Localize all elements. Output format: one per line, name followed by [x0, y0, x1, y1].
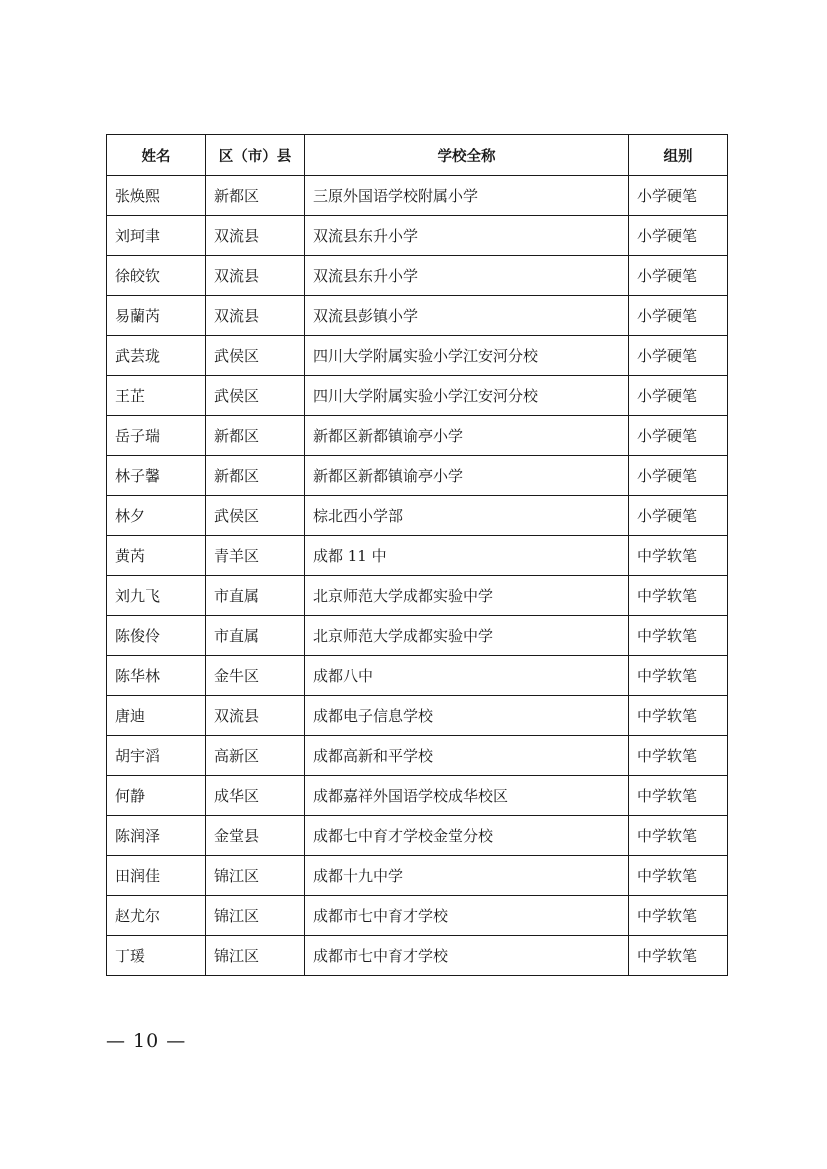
cell-name: 陈润泽 — [107, 816, 206, 856]
cell-group: 中学软笔 — [629, 856, 728, 896]
cell-school: 成都高新和平学校 — [305, 736, 629, 776]
cell-district: 锦江区 — [206, 856, 305, 896]
cell-school: 成都市七中育才学校 — [305, 936, 629, 976]
table-row — [107, 216, 728, 256]
table-row — [107, 776, 728, 816]
table-row — [107, 696, 728, 736]
cell-name: 徐皎钦 — [107, 256, 206, 296]
cell-school: 双流县东升小学 — [305, 256, 629, 296]
table-row — [107, 576, 728, 616]
cell-school: 成都嘉祥外国语学校成华校区 — [305, 776, 629, 816]
cell-school: 四川大学附属实验小学江安河分校 — [305, 376, 629, 416]
winners-table — [106, 134, 728, 976]
header-district: 区（市）县 — [206, 135, 305, 176]
table-row — [107, 616, 728, 656]
cell-name: 赵尤尔 — [107, 896, 206, 936]
header-group: 组别 — [629, 135, 728, 176]
cell-school: 北京师范大学成都实验中学 — [305, 576, 629, 616]
table-row — [107, 296, 728, 336]
cell-district: 双流县 — [206, 696, 305, 736]
page-number: — 10 — — [106, 1030, 187, 1052]
cell-group: 小学硬笔 — [629, 216, 728, 256]
cell-name: 丁瑗 — [107, 936, 206, 976]
cell-group: 小学硬笔 — [629, 176, 728, 216]
cell-name: 王芷 — [107, 376, 206, 416]
cell-group: 中学软笔 — [629, 776, 728, 816]
table-row — [107, 416, 728, 456]
table-row — [107, 896, 728, 936]
cell-group: 小学硬笔 — [629, 376, 728, 416]
cell-district: 青羊区 — [206, 536, 305, 576]
cell-name: 何静 — [107, 776, 206, 816]
cell-name: 唐迪 — [107, 696, 206, 736]
cell-school: 双流县彭镇小学 — [305, 296, 629, 336]
cell-name: 易蘭芮 — [107, 296, 206, 336]
cell-district: 双流县 — [206, 296, 305, 336]
header-name: 姓名 — [107, 135, 206, 176]
cell-group: 中学软笔 — [629, 696, 728, 736]
cell-school: 四川大学附属实验小学江安河分校 — [305, 336, 629, 376]
cell-school: 双流县东升小学 — [305, 216, 629, 256]
cell-name: 胡宇滔 — [107, 736, 206, 776]
cell-group: 小学硬笔 — [629, 256, 728, 296]
table-row — [107, 936, 728, 976]
cell-group: 小学硬笔 — [629, 456, 728, 496]
table-row — [107, 536, 728, 576]
cell-group: 中学软笔 — [629, 816, 728, 856]
table-row — [107, 456, 728, 496]
table-row — [107, 856, 728, 896]
cell-group: 中学软笔 — [629, 616, 728, 656]
cell-school: 新都区新都镇谕亭小学 — [305, 456, 629, 496]
table-row — [107, 496, 728, 536]
table-row — [107, 816, 728, 856]
cell-name: 岳子瑞 — [107, 416, 206, 456]
cell-name: 黄芮 — [107, 536, 206, 576]
cell-school: 成都十九中学 — [305, 856, 629, 896]
cell-group: 小学硬笔 — [629, 336, 728, 376]
cell-district: 锦江区 — [206, 936, 305, 976]
cell-school: 成都电子信息学校 — [305, 696, 629, 736]
cell-school: 成都七中育才学校金堂分校 — [305, 816, 629, 856]
cell-school: 成都八中 — [305, 656, 629, 696]
cell-name: 林夕 — [107, 496, 206, 536]
cell-name: 刘珂聿 — [107, 216, 206, 256]
cell-district: 武侯区 — [206, 496, 305, 536]
cell-school: 成都市七中育才学校 — [305, 896, 629, 936]
cell-school: 棕北西小学部 — [305, 496, 629, 536]
cell-name: 林子馨 — [107, 456, 206, 496]
cell-district: 双流县 — [206, 216, 305, 256]
cell-group: 中学软笔 — [629, 936, 728, 976]
cell-group: 中学软笔 — [629, 736, 728, 776]
cell-district: 新都区 — [206, 176, 305, 216]
cell-district: 武侯区 — [206, 376, 305, 416]
table-row — [107, 256, 728, 296]
cell-school: 三原外国语学校附属小学 — [305, 176, 629, 216]
cell-name: 陈华林 — [107, 656, 206, 696]
cell-name: 刘九飞 — [107, 576, 206, 616]
table-row — [107, 176, 728, 216]
cell-name: 田润佳 — [107, 856, 206, 896]
table-row — [107, 656, 728, 696]
cell-district: 双流县 — [206, 256, 305, 296]
table-row — [107, 736, 728, 776]
cell-district: 市直属 — [206, 576, 305, 616]
cell-group: 中学软笔 — [629, 576, 728, 616]
cell-district: 新都区 — [206, 416, 305, 456]
cell-district: 金牛区 — [206, 656, 305, 696]
table-row — [107, 336, 728, 376]
header-school: 学校全称 — [305, 135, 629, 176]
cell-district: 市直属 — [206, 616, 305, 656]
cell-group: 小学硬笔 — [629, 416, 728, 456]
cell-district: 新都区 — [206, 456, 305, 496]
cell-district: 成华区 — [206, 776, 305, 816]
cell-name: 武芸珑 — [107, 336, 206, 376]
cell-district: 高新区 — [206, 736, 305, 776]
cell-name: 陈俊伶 — [107, 616, 206, 656]
cell-district: 武侯区 — [206, 336, 305, 376]
cell-group: 中学软笔 — [629, 656, 728, 696]
cell-group: 中学软笔 — [629, 536, 728, 576]
table-row — [107, 376, 728, 416]
cell-name: 张焕熙 — [107, 176, 206, 216]
cell-district: 锦江区 — [206, 896, 305, 936]
cell-school: 北京师范大学成都实验中学 — [305, 616, 629, 656]
cell-group: 小学硬笔 — [629, 496, 728, 536]
cell-district: 金堂县 — [206, 816, 305, 856]
table-header-row — [107, 135, 728, 176]
cell-school: 成都 11 中 — [305, 536, 629, 576]
cell-group: 中学软笔 — [629, 896, 728, 936]
cell-group: 小学硬笔 — [629, 296, 728, 336]
cell-school: 新都区新都镇谕亭小学 — [305, 416, 629, 456]
